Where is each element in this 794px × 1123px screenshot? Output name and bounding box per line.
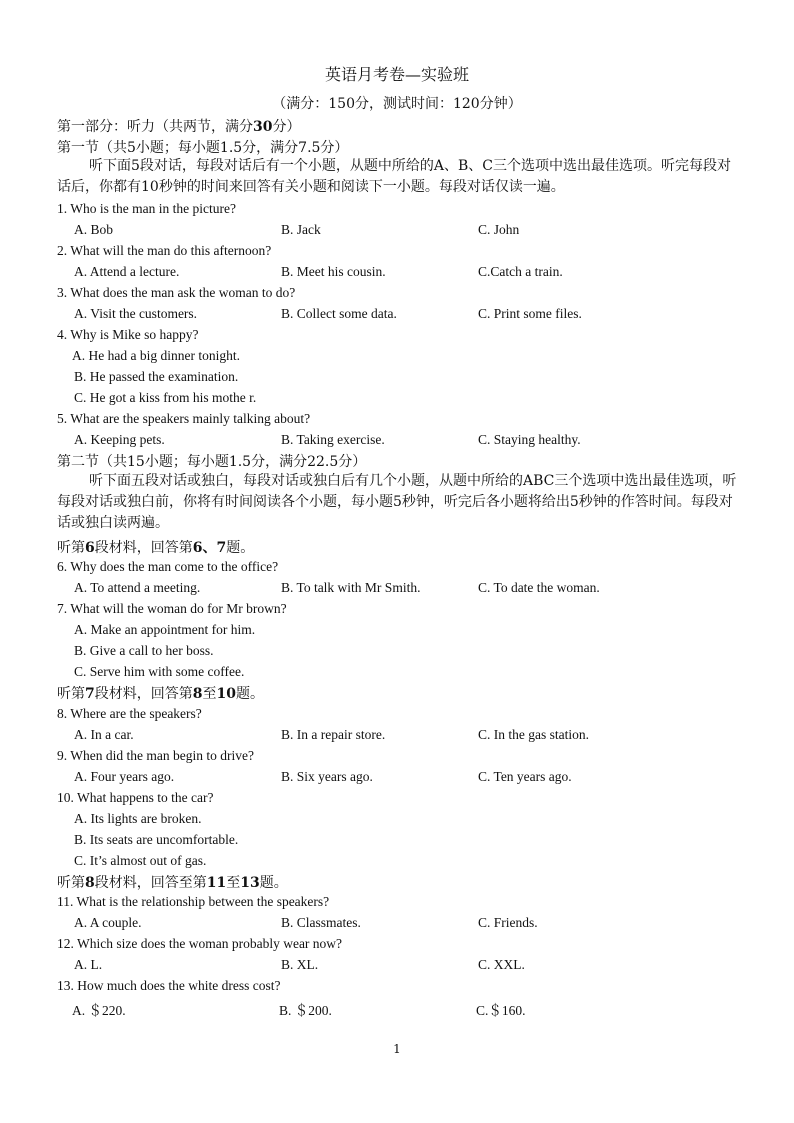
q4-option-b: B. He passed the examination.: [74, 369, 239, 384]
q1-option-c: C. John: [478, 222, 520, 237]
q8-option-b: B. In a repair store.: [281, 727, 386, 742]
q10-option-c: C. It’s almost out of gas.: [74, 853, 207, 868]
q11-option-a: A. A couple.: [74, 915, 142, 930]
part1-heading: 第一部分：听力（共两节，满分30分）: [57, 119, 301, 135]
page-subtitle: （满分：150分，测试时间：120分钟）: [272, 96, 522, 112]
page-title: 英语月考卷—实验班: [324, 65, 469, 84]
q5-option-a: A. Keeping pets.: [74, 432, 165, 447]
q6-option-b: B. To talk with Mr Smith.: [281, 580, 421, 595]
question-5: 5. What are the speakers mainly talking about?: [57, 411, 311, 426]
q5-option-c: C. Staying healthy.: [478, 432, 581, 447]
group-7-heading: 听第7段材料，回答第8至10题。: [57, 686, 264, 702]
q13-option-a: A. ＄220.: [72, 1003, 126, 1018]
q4-option-c: C. He got a kiss from his mothe r.: [74, 390, 257, 405]
q10-option-a: A. Its lights are broken.: [74, 811, 202, 826]
q11-option-b: B. Classmates.: [281, 915, 361, 930]
q8-option-c: C. In the gas station.: [478, 727, 589, 742]
group-8-heading: 听第8段材料，回答至第11至13题。: [57, 875, 288, 891]
q8-option-a: A. In a car.: [74, 727, 134, 742]
page-number: 1: [393, 1042, 401, 1056]
group-6-heading: 听第6段材料，回答第6、7题。: [57, 540, 255, 556]
question-2: 2. What will the man do this afternoon?: [57, 243, 272, 258]
question-9: 9. When did the man begin to drive?: [57, 748, 254, 763]
q9-option-a: A. Four years ago.: [74, 769, 175, 784]
q4-option-a: A. He had a big dinner tonight.: [72, 348, 240, 363]
question-12: 12. Which size does the woman probably wear now?: [57, 936, 343, 951]
section1-instructions: 听下面5段对话，每段对话后有一个小题，从题中所给的A、B、C三个选项中选出最佳选项。听完每段对话后，你都有10秒钟的时间来回答有关小题和阅读下一小题。每段对话仅读一遍。: [57, 158, 732, 195]
q7-option-b: B. Give a call to her boss.: [74, 643, 214, 658]
question-1: 1. Who is the man in the picture?: [57, 201, 236, 216]
q9-option-c: C. Ten years ago.: [478, 769, 572, 784]
question-10: 10. What happens to the car?: [57, 790, 214, 805]
q3-option-b: B. Collect some data.: [281, 306, 397, 321]
q1-option-b: B. Jack: [281, 222, 321, 237]
q10-option-b: B. Its seats are uncomfortable.: [74, 832, 239, 847]
q7-option-c: C. Serve him with some coffee.: [74, 664, 245, 679]
q7-option-a: A. Make an appointment for him.: [74, 622, 256, 637]
q6-option-a: A. To attend a meeting.: [74, 580, 201, 595]
q3-option-a: A. Visit the customers.: [74, 306, 198, 321]
question-6: 6. Why does the man come to the office?: [57, 559, 279, 574]
q12-option-b: B. XL.: [281, 957, 319, 972]
q2-option-a: A. Attend a lecture.: [74, 264, 180, 279]
q5-option-b: B. Taking exercise.: [281, 432, 385, 447]
question-13: 13. How much does the white dress cost?: [57, 978, 281, 993]
question-11: 11. What is the relationship between the speakers?: [57, 894, 330, 909]
q11-option-c: C. Friends.: [478, 915, 538, 930]
q3-option-c: C. Print some files.: [478, 306, 582, 321]
section2-instructions: 听下面五段对话或独白，每段对话或独白后有几个小题，从题中所给的ABC三个选项中选出最佳选项，听每段对话或独白前，你将有时间阅读各个小题，每小题5秒钟，听完后各小题将给出5秒钟的作答时间。每段对话或独白读两遍。: [57, 473, 737, 531]
q9-option-b: B. Six years ago.: [281, 769, 373, 784]
q13-option-b: B. ＄200.: [279, 1003, 332, 1018]
q13-option-c: C.＄160.: [476, 1003, 526, 1018]
q12-option-a: A. L.: [74, 957, 103, 972]
q1-option-a: A. Bob: [74, 222, 114, 237]
q12-option-c: C. XXL.: [478, 957, 525, 972]
q6-option-c: C. To date the woman.: [478, 580, 600, 595]
section2-heading: 第二节（共15小题；每小题1.5分，满分22.5分）: [57, 454, 367, 470]
section1-heading: 第一节（共5小题；每小题1.5分，满分7.5分）: [57, 140, 349, 156]
q2-option-c: C.Catch a train.: [478, 264, 563, 279]
question-4: 4. Why is Mike so happy?: [57, 327, 199, 342]
question-3: 3. What does the man ask the woman to do?: [57, 285, 296, 300]
q2-option-b: B. Meet his cousin.: [281, 264, 386, 279]
question-7: 7. What will the woman do for Mr brown?: [57, 601, 287, 616]
question-8: 8. Where are the speakers?: [57, 706, 202, 721]
